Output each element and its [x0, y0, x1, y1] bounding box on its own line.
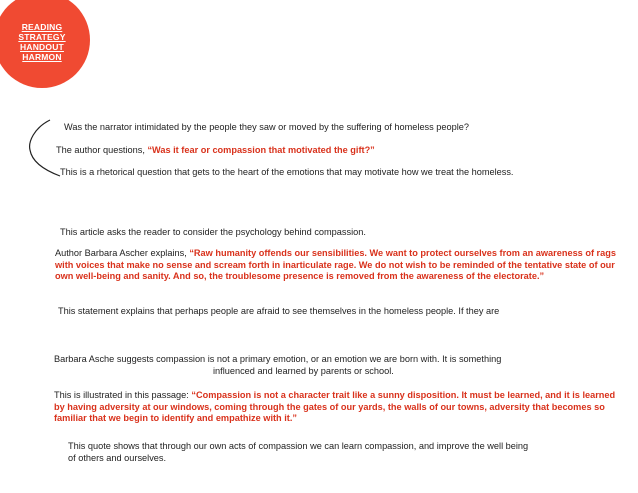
author-questions-quote: “Was it fear or compassion that motivated the gift?”: [147, 145, 375, 155]
ascher-explains-paragraph: [55, 248, 620, 283]
illustrated-passage-paragraph: [54, 390, 619, 425]
ascher-explains-quote: “Raw humanity offends our sensibilities. We want to protect ourselves from an awareness of rags with voices that make no sense and scream forth in inarticulate rage. We do not wish to be reminded of the tentative state of our own well-being and sanity. And so, the troublesome presence is removed from the awareness of the electorate.”: [55, 248, 616, 281]
badge-line-reading: READING: [21, 22, 63, 32]
illustrated-quote: “Compassion is not a character trait like a sunny disposition. It must be learned, and it is learned by having adversity at our windows, coming through the gates of our yards, the walls of our towns, adversity that becomes so familiar that we begin to identify and empathize with it.”: [54, 390, 616, 423]
question-narrator: Was the narrator intimidated by the people they saw or moved by the suffering of homeless people?: [64, 122, 469, 132]
asche-suggests-line2: influenced and learned by parents or school.: [213, 366, 394, 376]
rhetorical-question-note: This is a rhetorical question that gets to the heart of the emotions that may motivate how we treat the homeless.: [60, 167, 514, 177]
author-questions-line: [56, 145, 375, 157]
illustrated-prefix: This is illustrated in this passage:: [54, 390, 192, 400]
asche-suggests-line1: Barbara Asche suggests compassion is not a primary emotion, or an emotion we are born with. It is something: [54, 354, 502, 364]
ascher-explains-prefix: Author Barbara Ascher explains,: [55, 248, 190, 258]
article-intro: This article asks the reader to consider the psychology behind compassion.: [60, 227, 366, 237]
author-questions-prefix: The author questions,: [56, 145, 148, 155]
badge-line-strategy: STRATEGY: [18, 32, 66, 42]
reading-strategy-badge: [0, 0, 90, 88]
badge-line-handout: HANDOUT: [20, 42, 64, 52]
conclusion-paragraph: This quote shows that through our own acts of compassion we can learn compassion, and improve the well being of others and ourselves.: [68, 441, 529, 463]
statement-explanation: This statement explains that perhaps people are afraid to see themselves in the homeless people. If they are: [58, 306, 500, 316]
badge-line-harmon: HARMON: [22, 52, 62, 62]
